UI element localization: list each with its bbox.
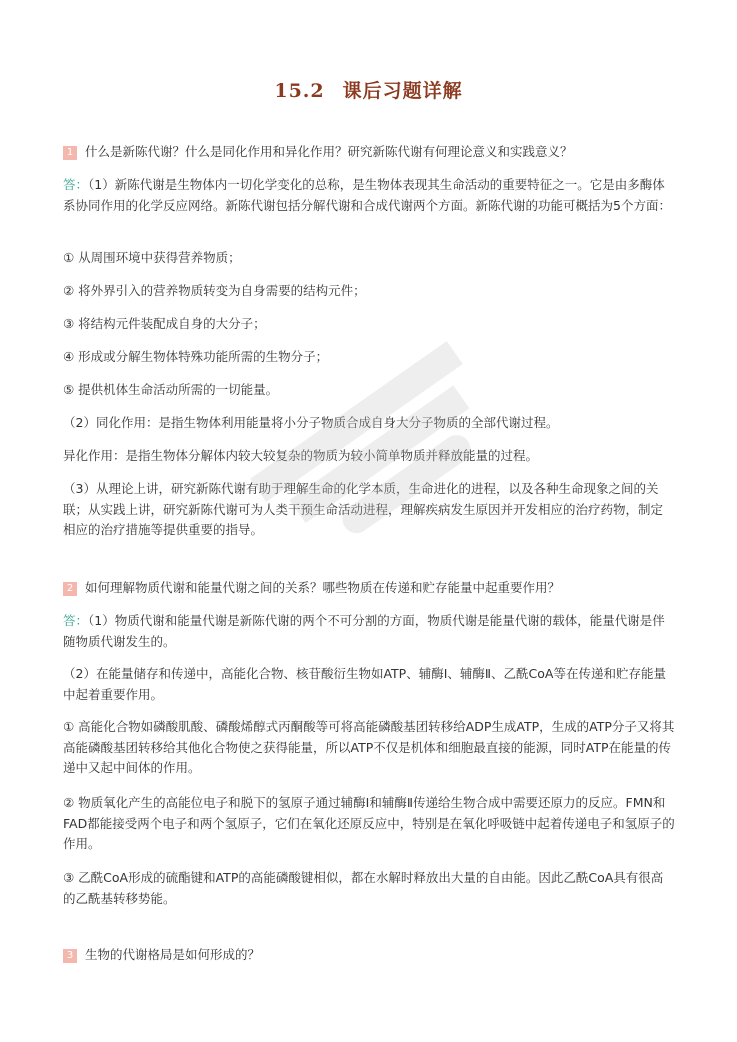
question-3 — [63, 945, 260, 965]
answer-2-paragraph-2: （2）在能量储存和传递中，高能化合物、核苷酸衍生物如ATP、辅酶Ⅰ、辅酶Ⅱ、乙酰CoA等在传递和贮存能量中起着重要作用。 — [63, 666, 666, 702]
answer-2-item-1: ① 高能化合物如磷酸肌酸、磷酸烯醇式丙酮酸等可将高能磷酸基团转移给ADP生成ATP，生成的ATP分子又将其高能磷酸基团转移给其他化合物使之获得能量，所以ATP不仅是机体和细胞最直接的能源，同时ATP在能量的传递中又起中间体的作用。 — [63, 719, 675, 775]
question-2 — [63, 578, 560, 598]
answer-1-item-5: ⑤ 提供机体生命活动所需的一切能量。 — [63, 382, 279, 397]
answer-1-item-3: ③ 将结构元件装配成自身的大分子； — [63, 316, 266, 331]
question-number-badge: 3 — [63, 949, 77, 963]
answer-2-paragraph-1: 答：（1）物质代谢和能量代谢是新陈代谢的两个不可分割的方面，物质代谢是能量代谢的载体，能量代谢是伴随物质代谢发生的。 — [63, 613, 665, 649]
answer-1-paragraph-3: 异化作用：是指生物体分解体内较大较复杂的物质为较小简单物质并释放能量的过程。 — [63, 448, 539, 463]
answer-label: 答： — [63, 613, 89, 628]
answer-1-paragraph-1: 答：（1）新陈代谢是生物体内一切化学变化的总称，是生物体表现其生命活动的重要特征之一。它是由多酶体系协同作用的化学反应网络。新陈代谢包括分解代谢和合成代谢两个方面。新陈代谢的功能可概括为5个方面： — [63, 177, 671, 213]
section-heading: 课后习题详解 — [342, 80, 463, 102]
section-title — [0, 76, 737, 103]
answer-1-paragraph-4: （3）从理论上讲，研究新陈代谢有助于理解生命的化学本质，生命进化的进程，以及各种生命现象之间的关联；从实践上讲，研究新陈代谢可为人类干预生命活动进程，理解疾病发生原因并开发相应的治疗药物，制定相应的治疗措施等提供重要的指导。 — [63, 481, 664, 537]
section-number: 15.2 — [274, 80, 325, 102]
question-text: 什么是新陈代谢？什么是同化作用和异化作用？研究新陈代谢有何理论意义和实践意义？ — [85, 144, 573, 159]
answer-1-item-2: ② 将外界引入的营养物质转变为自身需要的结构元件； — [63, 283, 366, 298]
answer-2-item-3: ③ 乙酰CoA形成的硫酯键和ATP的高能磷酸键相似，都在水解时释放出大量的自由能。因此乙酰CoA具有很高的乙酰基转移势能。 — [63, 870, 664, 906]
answer-1-paragraph-2: （2）同化作用：是指生物体利用能量将小分子物质合成自身大分子物质的全部代谢过程。 — [63, 415, 559, 430]
answer-1-item-1: ① 从周围环境中获得营养物质； — [63, 250, 241, 265]
question-number-badge: 1 — [63, 146, 77, 160]
question-number-badge: 2 — [63, 582, 77, 596]
answer-2-item-2: ② 物质氧化产生的高能位电子和脱下的氢原子通过辅酶Ⅰ和辅酶Ⅱ传递给生物合成中需要还原力的反应。FMN和FAD都能接受两个电子和两个氢原子，它们在氧化还原反应中，特别是在氧化呼吸链中起着传递电子和氢原子的作用。 — [63, 795, 675, 851]
question-text: 如何理解物质代谢和能量代谢之间的关系？哪些物质在传递和贮存能量中起重要作用？ — [85, 580, 561, 595]
question-text: 生物的代谢格局是如何形成的？ — [85, 947, 261, 962]
question-1 — [63, 142, 573, 162]
answer-label: 答： — [63, 177, 89, 192]
answer-1-item-4: ④ 形成或分解生物体特殊功能所需的生物分子； — [63, 349, 329, 364]
